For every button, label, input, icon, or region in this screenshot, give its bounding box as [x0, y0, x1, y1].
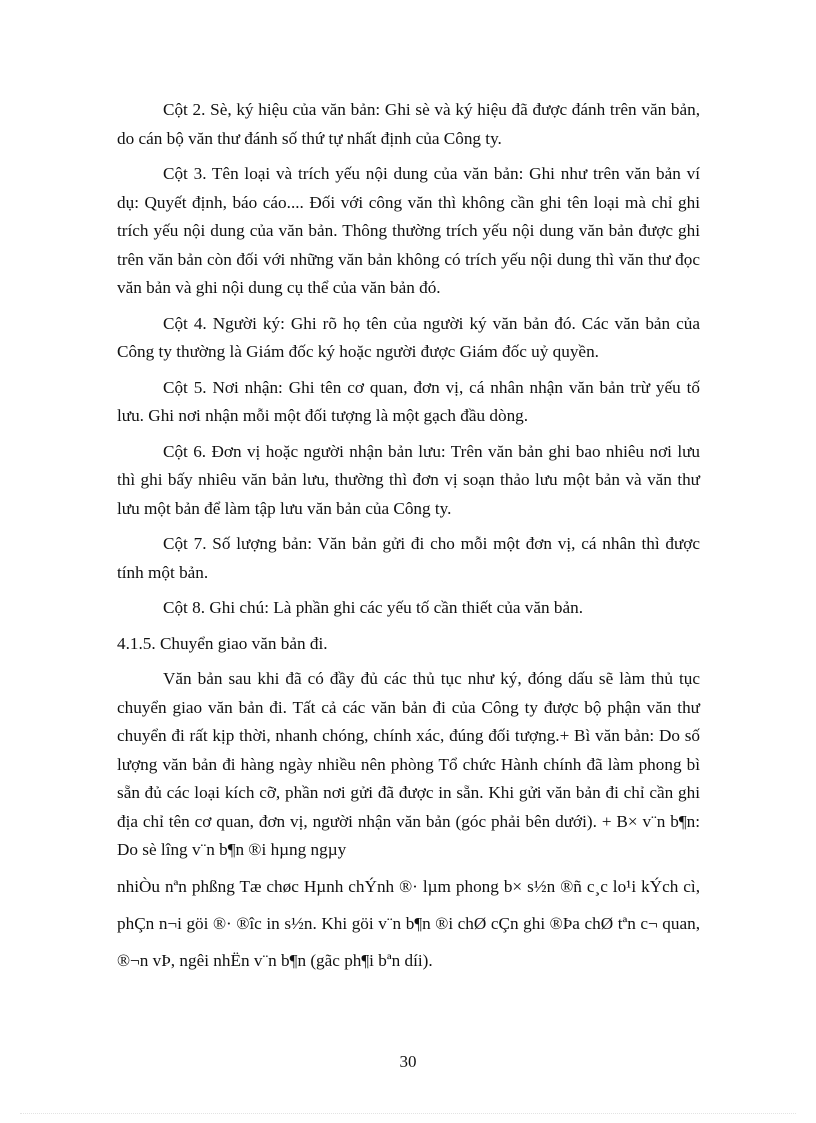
- paragraph-chuyen-giao: Văn bản sau khi đã có đầy đủ các thủ tục như ký, đóng dấu sẽ làm thủ tục chuyển giao văn bản đi. Tất cả các văn bản đi của Công ty được bộ phận văn thư chuyển đi rất kịp thời, nhanh chóng, chính xác, đúng đối tượng.+ Bì văn bản: Do số lượng văn bản đi hàng ngày nhiều nên phòng Tổ chức Hành chính đã làm phong bì sẵn đủ các loại kích cỡ, phần nơi gửi đã được in sẵn. Khi gửi văn bản đi chỉ cần ghi địa chỉ tên cơ quan, đơn vị, người nhận văn bản (góc phải bên dưới). + B× v¨n b¶n: Do sè lîng v¨n b¶n ®i hµng ngµy: [117, 669, 700, 859]
- legacy-line: kÝch cì, phÇn n¬i göi ®· ®îc in s½n. Khi göi v¨n b¶n ®i chØ cÇn ghi ®Þa: [117, 876, 700, 933]
- legacy-line: nhiÒu nªn phßng Tæ chøc Hµnh chÝnh ®· lµm phong b× s½n ®ñ c¸c lo¹i: [117, 876, 637, 896]
- paragraph-cot-4: Cột 4. Người ký: Ghi rõ họ tên của người ký văn bản đó. Các văn bản của Công ty thường là Giám đốc ký hoặc người được Giám đốc uỷ quyền.: [117, 313, 700, 361]
- paragraph-cot-5: Cột 5. Nơi nhận: Ghi tên cơ quan, đơn vị, cá nhân nhận văn bản trừ yếu tố lưu. Ghi nơi nhận mỗi một đối tượng là một gạch đầu dòng.: [117, 377, 700, 425]
- page-bottom-border: [20, 1113, 796, 1114]
- paragraph-cot-3: Cột 3. Tên loại và trích yếu nội dung của văn bản: Ghi như trên văn bản ví dụ: Quyết định, báo cáo.... Đối với công văn thì không cần ghi tên loại mà chỉ ghi trích yếu nội dung của văn bản. Thông thường trích yếu nội dung văn bản được ghi trên văn bản còn đối với những văn bản không có trích yếu nội dung thì văn thư đọc văn bản và ghi nội dung cụ thể của văn bản đó.: [117, 164, 700, 297]
- legacy-encoded-text: [117, 868, 700, 979]
- legacy-line: chØ tªn c¬ quan, ®¬n vÞ, ngêi nhËn v¨n b¶n (gãc ph¶i bªn díi).: [117, 913, 700, 970]
- paragraph-cot-7: Cột 7. Số lượng bản: Văn bản gửi đi cho mỗi một đơn vị, cá nhân thì được tính một bản.: [117, 534, 700, 582]
- section-heading: 4.1.5. Chuyển giao văn bản đi.: [117, 633, 328, 653]
- page-number: 30: [399, 1052, 417, 1071]
- paragraph-cot-6: Cột 6. Đơn vị hoặc người nhận bản lưu: Trên văn bản ghi bao nhiêu nơi lưu thì ghi bấy nhiêu văn bản lưu, thường thì đơn vị soạn thảo lưu một bản và văn thư lưu một bản để làm tập lưu văn bản của Công ty.: [117, 441, 700, 518]
- document-body: [117, 96, 700, 979]
- paragraph-cot-2: Cột 2. Sè, ký hiệu của văn bản: Ghi sè và ký hiệu đã được đánh trên văn bản, do cán bộ văn thư đánh số thứ tự nhất định của Công ty.: [117, 100, 700, 148]
- paragraph-cot-8: Cột 8. Ghi chú: Là phần ghi các yếu tố cần thiết của văn bản.: [163, 598, 584, 617]
